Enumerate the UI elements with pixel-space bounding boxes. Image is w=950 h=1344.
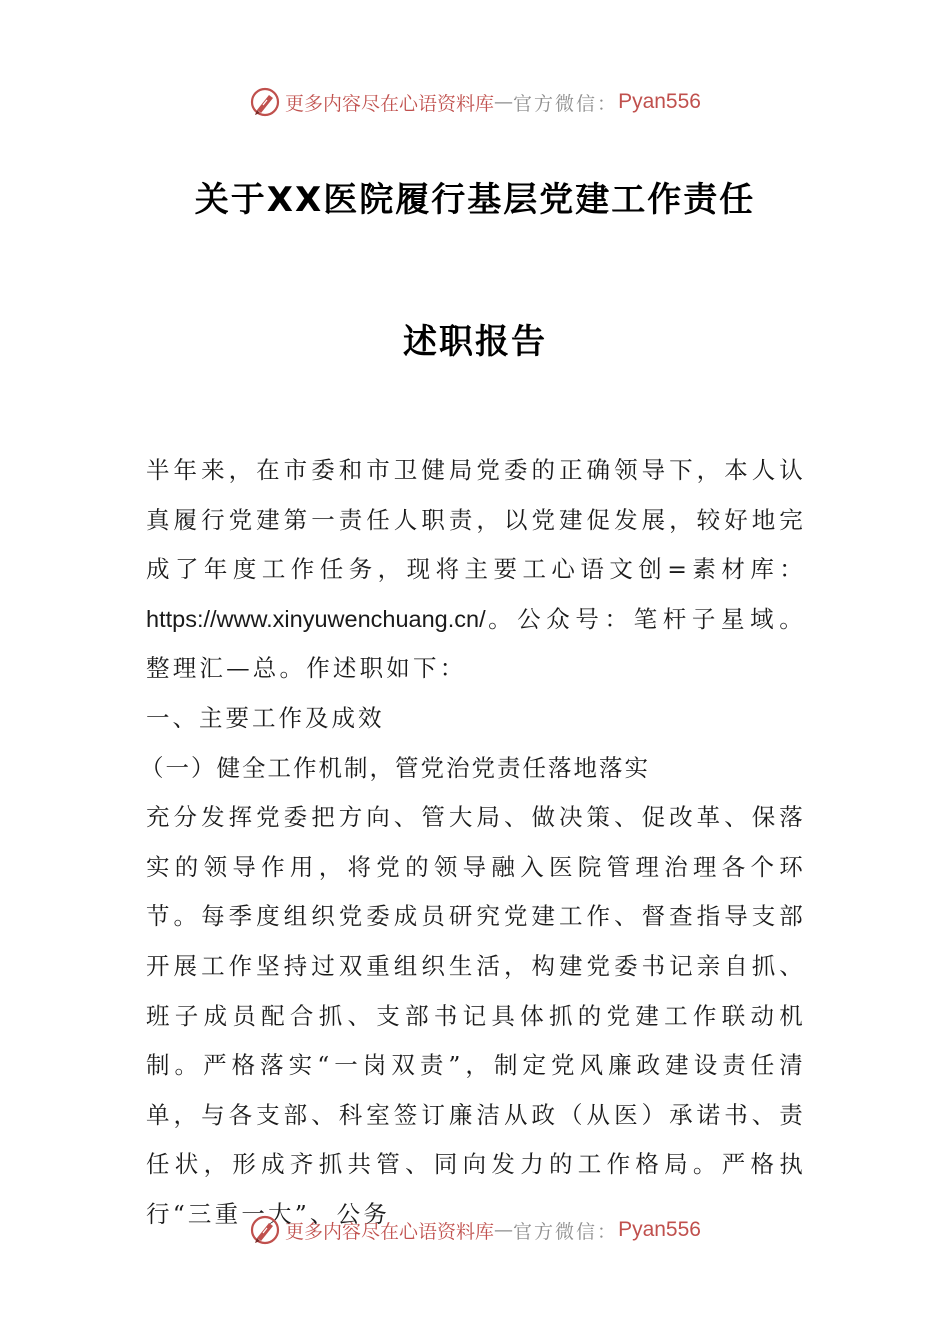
banner-official-label: 官方微信： — [513, 92, 619, 115]
document-body — [140, 446, 806, 1240]
intro-url: https://www.xinyuwenchuang.cn/ — [146, 605, 486, 632]
body-paragraph-1: 充分发挥党委把方向、管大局、做决策、促改革、保落实的领导作用，将党的领导融入医院管理治理各个环节。每季度组织党委成员研究党建工作、督查指导支部开展工作坚持过双重组织生活，构建党委书记亲自抓、班子成员配合抓、支部书记具体抓的党建工作联动机制。严格落实“一岗双责”，制定党风廉政建设责任清单，与各支部、科室签订廉洁从政（从医）承诺书、责任状，形成齐抓共管、同向发力的工作格局。严格执行“三重一大”、公务 — [146, 803, 806, 1228]
pen-nib-logo-icon — [249, 1214, 281, 1246]
subsection-heading-1: （一）健全工作机制，管党治党责任落地落实 — [140, 753, 650, 782]
banner-wechat-id: Pyan556 — [618, 90, 701, 113]
banner-dash: — — [494, 1219, 514, 1241]
banner-official-label: 官方微信： — [513, 1220, 619, 1243]
intro-paragraph — [146, 446, 806, 694]
header-banner — [0, 82, 950, 122]
intro-text-2: 。公众号：笔杆子星域。整理汇—总。作述职如下： — [146, 604, 806, 683]
pen-nib-logo-icon — [249, 86, 281, 118]
footer-banner — [0, 1210, 950, 1250]
banner-wechat-id: Pyan556 — [618, 1218, 701, 1241]
section-heading-1: 一、主要工作及成效 — [146, 703, 385, 732]
banner-dash: — — [494, 91, 514, 113]
intro-text-1: 半年来，在市委和市卫健局党委的正确领导下，本人认真履行党建第一责任人职责，以党建促发展，较好地完成了年度工作任务，现将主要工心语文创=素材库： — [146, 456, 806, 584]
document-title-line-1: 关于XX医院履行基层党建工作责任 — [194, 180, 756, 220]
banner-site-name: 更多内容尽在心语资料库 — [285, 1220, 495, 1243]
document-title-line-2: 述职报告 — [403, 322, 547, 362]
banner-site-name: 更多内容尽在心语资料库 — [285, 92, 495, 115]
